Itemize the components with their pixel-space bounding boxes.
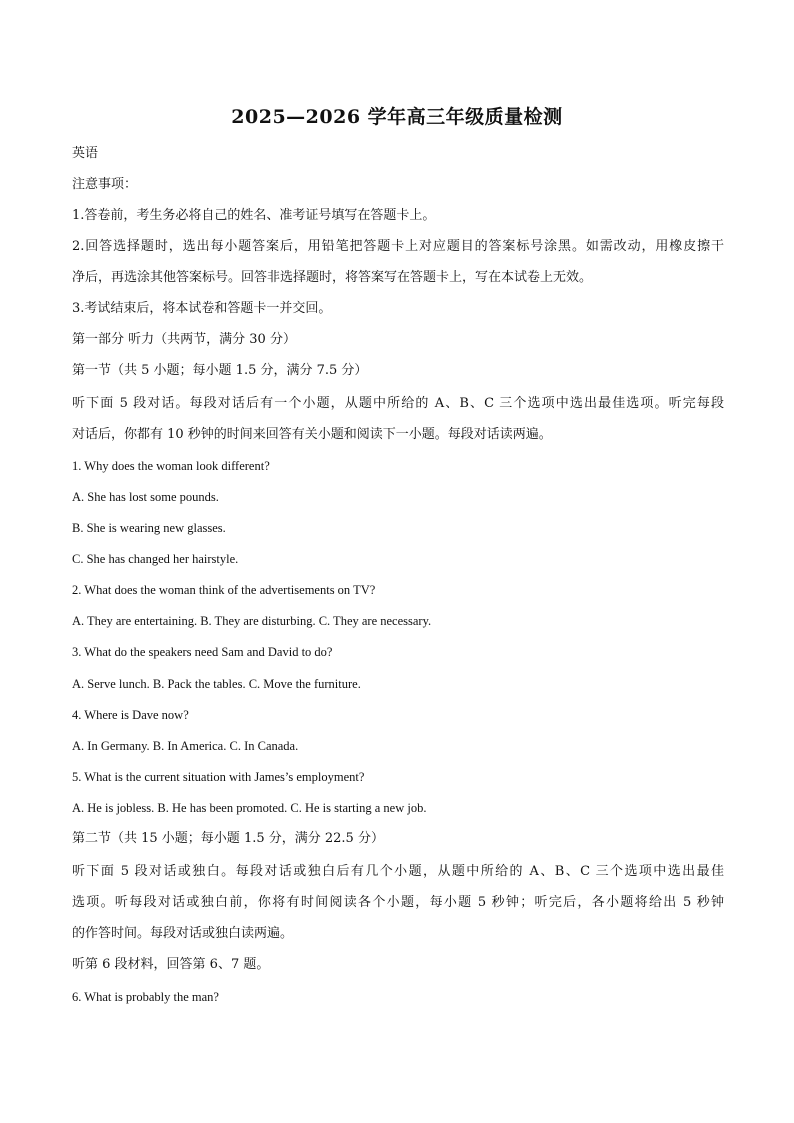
question-text: 4. Where is Dave now? <box>72 708 189 722</box>
notice-item: 1.答卷前，考生务必将自己的姓名、准考证号填写在答题卡上。 <box>72 208 436 223</box>
section1-instruction: 听下面 5 段对话。每段对话后有一个小题，从题中所给的 A、B、C 三个选项中选出最佳选项。听完每段 <box>72 396 724 411</box>
question-text: 3. What do the speakers need Sam and David to do? <box>72 645 333 659</box>
question-text: 1. Why does the woman look different? <box>72 459 270 473</box>
question-text: 5. What is the current situation with James’s employment? <box>72 770 365 784</box>
section1-instruction: 对话后，你都有 10 秒钟的时间来回答有关小题和阅读下一小题。每段对话读两遍。 <box>72 427 552 442</box>
material-heading: 听第 6 段材料，回答第 6、7 题。 <box>72 957 270 972</box>
notice-heading: 注意事项： <box>72 177 138 192</box>
section2-instruction: 听下面 5 段对话或独白。每段对话或独白后有几个小题，从题中所给的 A、B、C 三个选项中选出最佳 <box>72 864 724 879</box>
question-option: C. She has changed her hairstyle. <box>72 552 239 566</box>
question-option: A. He is jobless. B. He has been promoted. C. He is starting a new job. <box>72 801 427 815</box>
question-option: B. She is wearing new glasses. <box>72 521 226 535</box>
page-title: 2025—2026 学年高三年级质量检测 <box>231 106 563 128</box>
question-text: 2. What does the woman think of the advertisements on TV? <box>72 583 376 597</box>
part1-heading: 第一部分 听力（共两节，满分 30 分） <box>72 332 296 347</box>
notice-item: 净后，再选涂其他答案标号。回答非选择题时，将答案写在答题卡上，写在本试卷上无效。 <box>72 270 593 285</box>
section2-instruction: 选项。听每段对话或独白前，你将有时间阅读各个小题，每小题 5 秒钟；听完后，各小题将给出 5 秒钟 <box>72 895 724 910</box>
question-option: A. Serve lunch. B. Pack the tables. C. Move the furniture. <box>72 677 361 691</box>
subject-label: 英语 <box>72 146 99 161</box>
notice-item: 3.考试结束后，将本试卷和答题卡一并交回。 <box>72 301 332 316</box>
question-option: A. They are entertaining. B. They are disturbing. C. They are necessary. <box>72 614 432 628</box>
question-option: A. She has lost some pounds. <box>72 490 219 504</box>
section2-heading: 第二节（共 15 小题；每小题 1.5 分，满分 22.5 分） <box>72 831 384 846</box>
question-text: 6. What is probably the man? <box>72 990 219 1004</box>
question-option: A. In Germany. B. In America. C. In Canada. <box>72 739 299 753</box>
notice-item: 2.回答选择题时，选出每小题答案后，用铅笔把答题卡上对应题目的答案标号涂黑。如需改动，用橡皮擦干 <box>72 239 724 254</box>
section1-heading: 第一节（共 5 小题；每小题 1.5 分，满分 7.5 分） <box>72 363 368 378</box>
section2-instruction: 的作答时间。每段对话或独白读两遍。 <box>72 926 294 941</box>
